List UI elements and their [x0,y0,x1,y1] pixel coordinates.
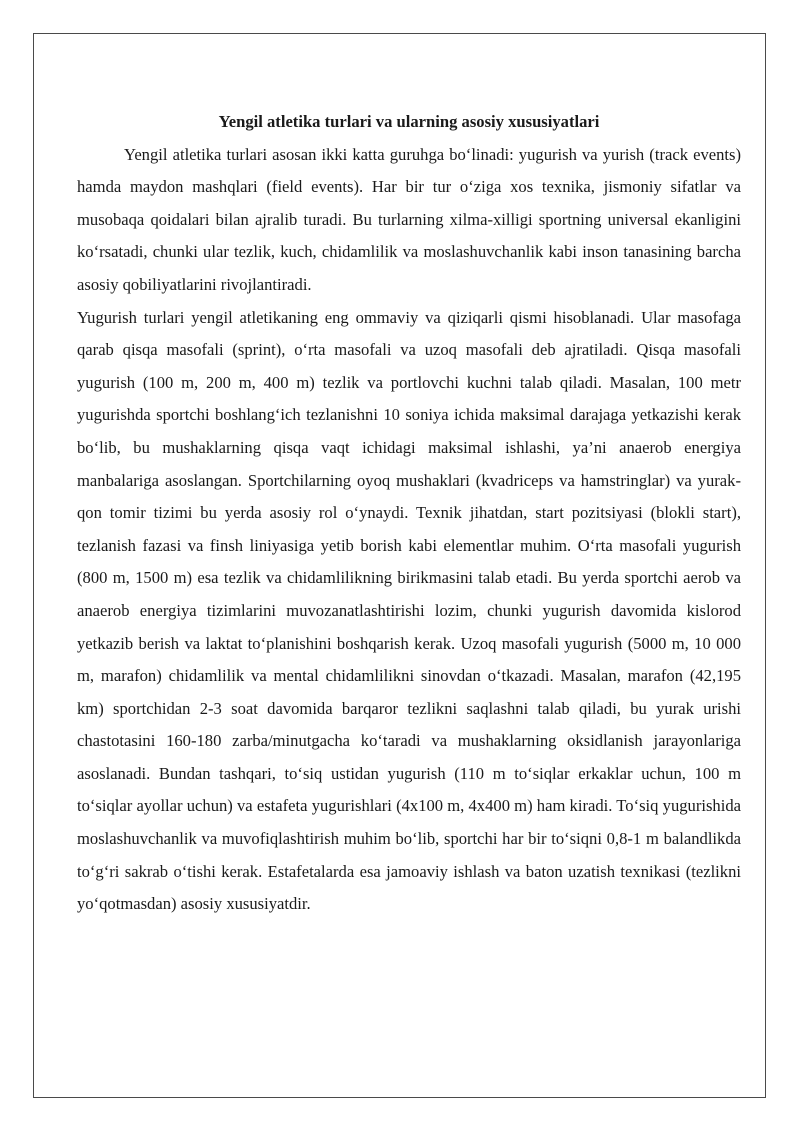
document-title: Yengil atletika turlari va ularning asosiy xususiyatlari [218,112,600,131]
paragraph-running-types: Yugurish turlari yengil atletikaning eng ommaviy va qiziqarli qismi hisoblanadi. Ular masofaga qarab qisqa masofali (sprint), o‘rta masofali va uzoq masofali deb ajratiladi. Qisqa masofali yugurish (100 m, 200 m, 400 m) tezlik va portlovchi kuchni talab qiladi. Masalan, 100 metr yugurishda sportchi boshlang‘ich tezlanishni 10 soniya ichida maksimal darajaga yetkazishi kerak bo‘lib, bu mushaklarning qisqa vaqt ichidagi maksimal ishlashi, ya’ni anaerob energiya manbalariga asoslangan. Sportchilarning oyoq mushaklari (kvadriceps va hamstringlar) va yurak-qon tomir tizimi bu yerda asosiy rol o‘ynaydi. Texnik jihatdan, start pozitsiyasi (blokli start), tezlanish fazasi va finsh liniyasiga yetib borish kabi elementlar muhim. O‘rta masofali yugurish (800 m, 1500 m) esa tezlik va chidamlilikning birikmasini talab etadi. Bu yerda sportchi aerob va anaerob energiya tizimlarini muvozanatlashtirishi lozim, chunki yugurish davomida kislorod yetkazib berish va laktat to‘planishini boshqarish kerak. Uzoq masofali yugurish (5000 m, 10 000 m, marafon) chidamlilik va mental chidamlilikni sinovdan o‘tkazadi. Masalan, marafon (42,195 km) sportchidan 2-3 soat davomida barqaror tezlikni saqlashni talab qiladi, bu yurak urishi chastotasini 160-180 zarba/minutgacha ko‘taradi va mushaklarning oksidlanish jarayonlariga asoslanadi. Bundan tashqari, to‘siq ustidan yugurish (110 m to‘siqlar erkaklar uchun, 100 m to‘siqlar ayollar uchun) va estafeta yugurishlari (4x100 m, 4x400 m) ham kiradi. To‘siq yugurishida moslashuvchanlik va muvofiqlashtirish muhim bo‘lib, sportchi har bir to‘siqni 0,8-1 m balandlikda to‘g‘ri sakrab o‘tishi kerak. Estafetalarda esa jamoaviy ishlash va baton uzatish texnikasi (tezlikni yo‘qotmasdan) asosiy xususiyatdir. [77,307,741,914]
paragraph-intro: Yengil atletika turlari asosan ikki katta guruhga bo‘linadi: yugurish va yurish (track events) hamda maydon mashqlari (field events). Har bir tur o‘ziga xos texnika, jismoniy sifatlar va musobaqa qoidalari bilan ajralib turadi. Bu turlarning xilma-xilligi sportning universal ekanligini ko‘rsatadi, chunki ular tezlik, kuch, chidamlilik va moslashuvchanlik kabi inson tanasining barcha asosiy qobiliyatlarini rivojlantiradi. [77,144,741,294]
document-body [77,106,741,921]
